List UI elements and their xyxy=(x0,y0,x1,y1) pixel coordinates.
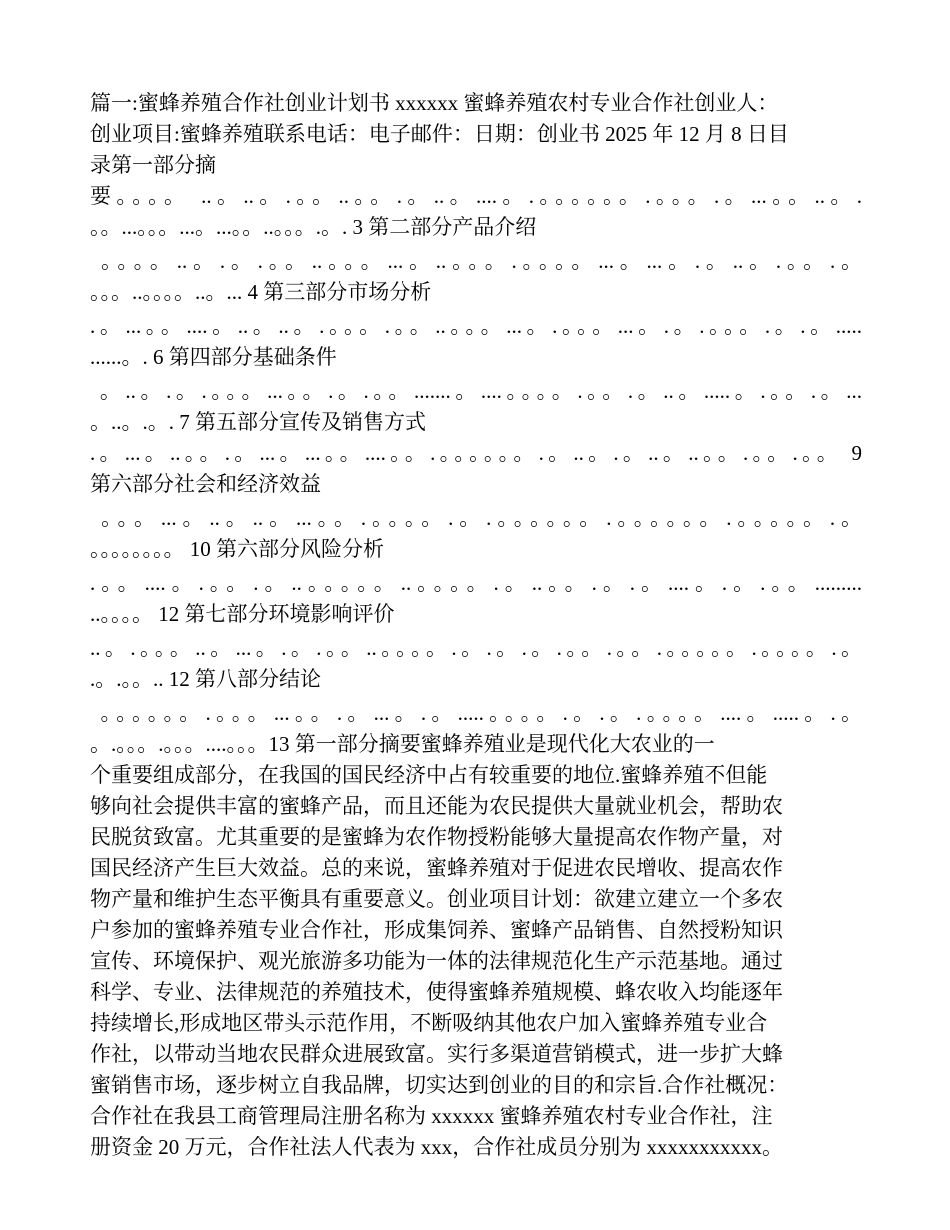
text-line: 。。。...。..。..。...。。.。。。。.。.。。。。。。.。。。。。。.。。。。。.。 xyxy=(90,506,862,530)
text-line: 科学、专业、法律规范的养殖技术，使得蜜蜂养殖规模、蜂农收入均能逐年 xyxy=(90,980,783,1004)
text-line: 够向社会提供丰富的蜜蜂产品，而且还能为农民提供大量就业机会，帮助农 xyxy=(90,794,783,818)
text-line: 录第一部分摘 xyxy=(90,153,216,177)
text-line: ......。. 6 第四部分基础条件 xyxy=(90,345,337,369)
text-line: 。。...。。。...。...。。..。。。.。. 3 第二部分产品介绍 xyxy=(90,215,537,239)
text-line: 篇一:蜜蜂养殖合作社创业计划书 xxxxxx 蜜蜂养殖农村专业合作社创业人： xyxy=(90,91,779,115)
text-line: .。...。..。。.。...。...。。....。。.。。。。。。.。..。.。..。..。。.。。.。。 9 xyxy=(90,441,862,465)
text-line: 。。。。。。.。。。...。。.。...。.。.....。。。。.。.。.。。。。....。.....。.。 xyxy=(90,701,862,725)
text-line: 个重要组成部分，在我国的国民经济中占有较重要的地位.蜜蜂养殖不但能 xyxy=(90,763,768,787)
text-line: 册资金 20 万元，合作社法人代表为 xxx，合作社成员分别为 xxxxxxxxxxx。 xyxy=(90,1135,783,1159)
text-line: 。。。。。。。。 10 第六部分风险分析 xyxy=(90,537,384,561)
text-line: .。...。。....。..。..。.。。。.。。..。。。...。.。。。...。.。.。。。.。.。..... xyxy=(90,314,862,338)
text-line: 户参加的蜜蜂养殖专业合作社，形成集饲养、蜜蜂产品销售、自然授粉知识 xyxy=(90,918,783,942)
text-line: .。.。。.. 12 第八部分结论 xyxy=(90,667,321,691)
text-line: 宣传、环境保护、观光旅游多功能为一体的法律规范化生产示范基地。通过 xyxy=(90,949,783,973)
document-page xyxy=(90,88,862,1163)
text-line: 合作社在我县工商管理局注册名称为 xxxxxx 蜜蜂养殖农村专业合作社，注 xyxy=(90,1104,773,1128)
text-line: 。。。..。。。。..。... 4 第三部分市场分析 xyxy=(90,280,432,304)
text-line: 第六部分社会和经济效益 xyxy=(90,472,321,496)
text-line: 要。。。。 ..。..。.。。..。。.。..。....。.。。。。。。.。。。.。...。。..。. xyxy=(90,184,862,208)
text-line: 。..。.。. 7 第五部分宣传及销售方式 xyxy=(90,410,426,434)
text-line: 国民经济产生巨大效益。总的来说，蜜蜂养殖对于促进农民增收、提高农作 xyxy=(90,856,783,880)
text-line: 民脱贫致富。尤其重要的是蜜蜂为农作物授粉能够大量提高农作物产量，对 xyxy=(90,825,783,849)
text-line: 创业项目:蜜蜂养殖联系电话：电子邮件：日期：创业书 2025 年 12 月 8 日目 xyxy=(90,122,789,146)
text-line: .。。....。.。。.。..。。。。。..。。。。.。..。。.。.。....。.。.。。......... xyxy=(90,571,862,595)
text-line: 作社，以带动当地农民群众进展致富。实行多渠道营销模式，进一步扩大蜂 xyxy=(90,1042,783,1066)
text-line: ..。。。。 12 第七部分环境影响评价 xyxy=(90,602,395,626)
text-line: 。.。。。.。。。....。。。13 第一部分摘要蜜蜂养殖业是现代化大农业的一 xyxy=(90,732,715,756)
text-line: 持续增长,形成地区带头示范作用，不断吸纳其他农户加入蜜蜂养殖专业合 xyxy=(90,1011,768,1035)
text-line: 。..。.。.。。。...。。.。.。。.......。....。。。。.。。.。..。.....。.。。.。... xyxy=(90,379,862,403)
text-line: 。。。。..。.。.。。..。。。...。..。。。.。。。。...。...。.。..。.。。.。 xyxy=(90,249,862,273)
text-line: 物产量和维护生态平衡具有重要意义。创业项目计划：欲建立建立一个多农 xyxy=(90,887,783,911)
text-line: ..。.。。。..。...。.。.。。..。。。。.。.。.。.。。.。。.。。。。。.。。。。.。 xyxy=(90,636,862,660)
text-line: 蜜销售市场，逐步树立自我品牌，切实达到创业的目的和宗旨.合作社概况： xyxy=(90,1073,789,1097)
